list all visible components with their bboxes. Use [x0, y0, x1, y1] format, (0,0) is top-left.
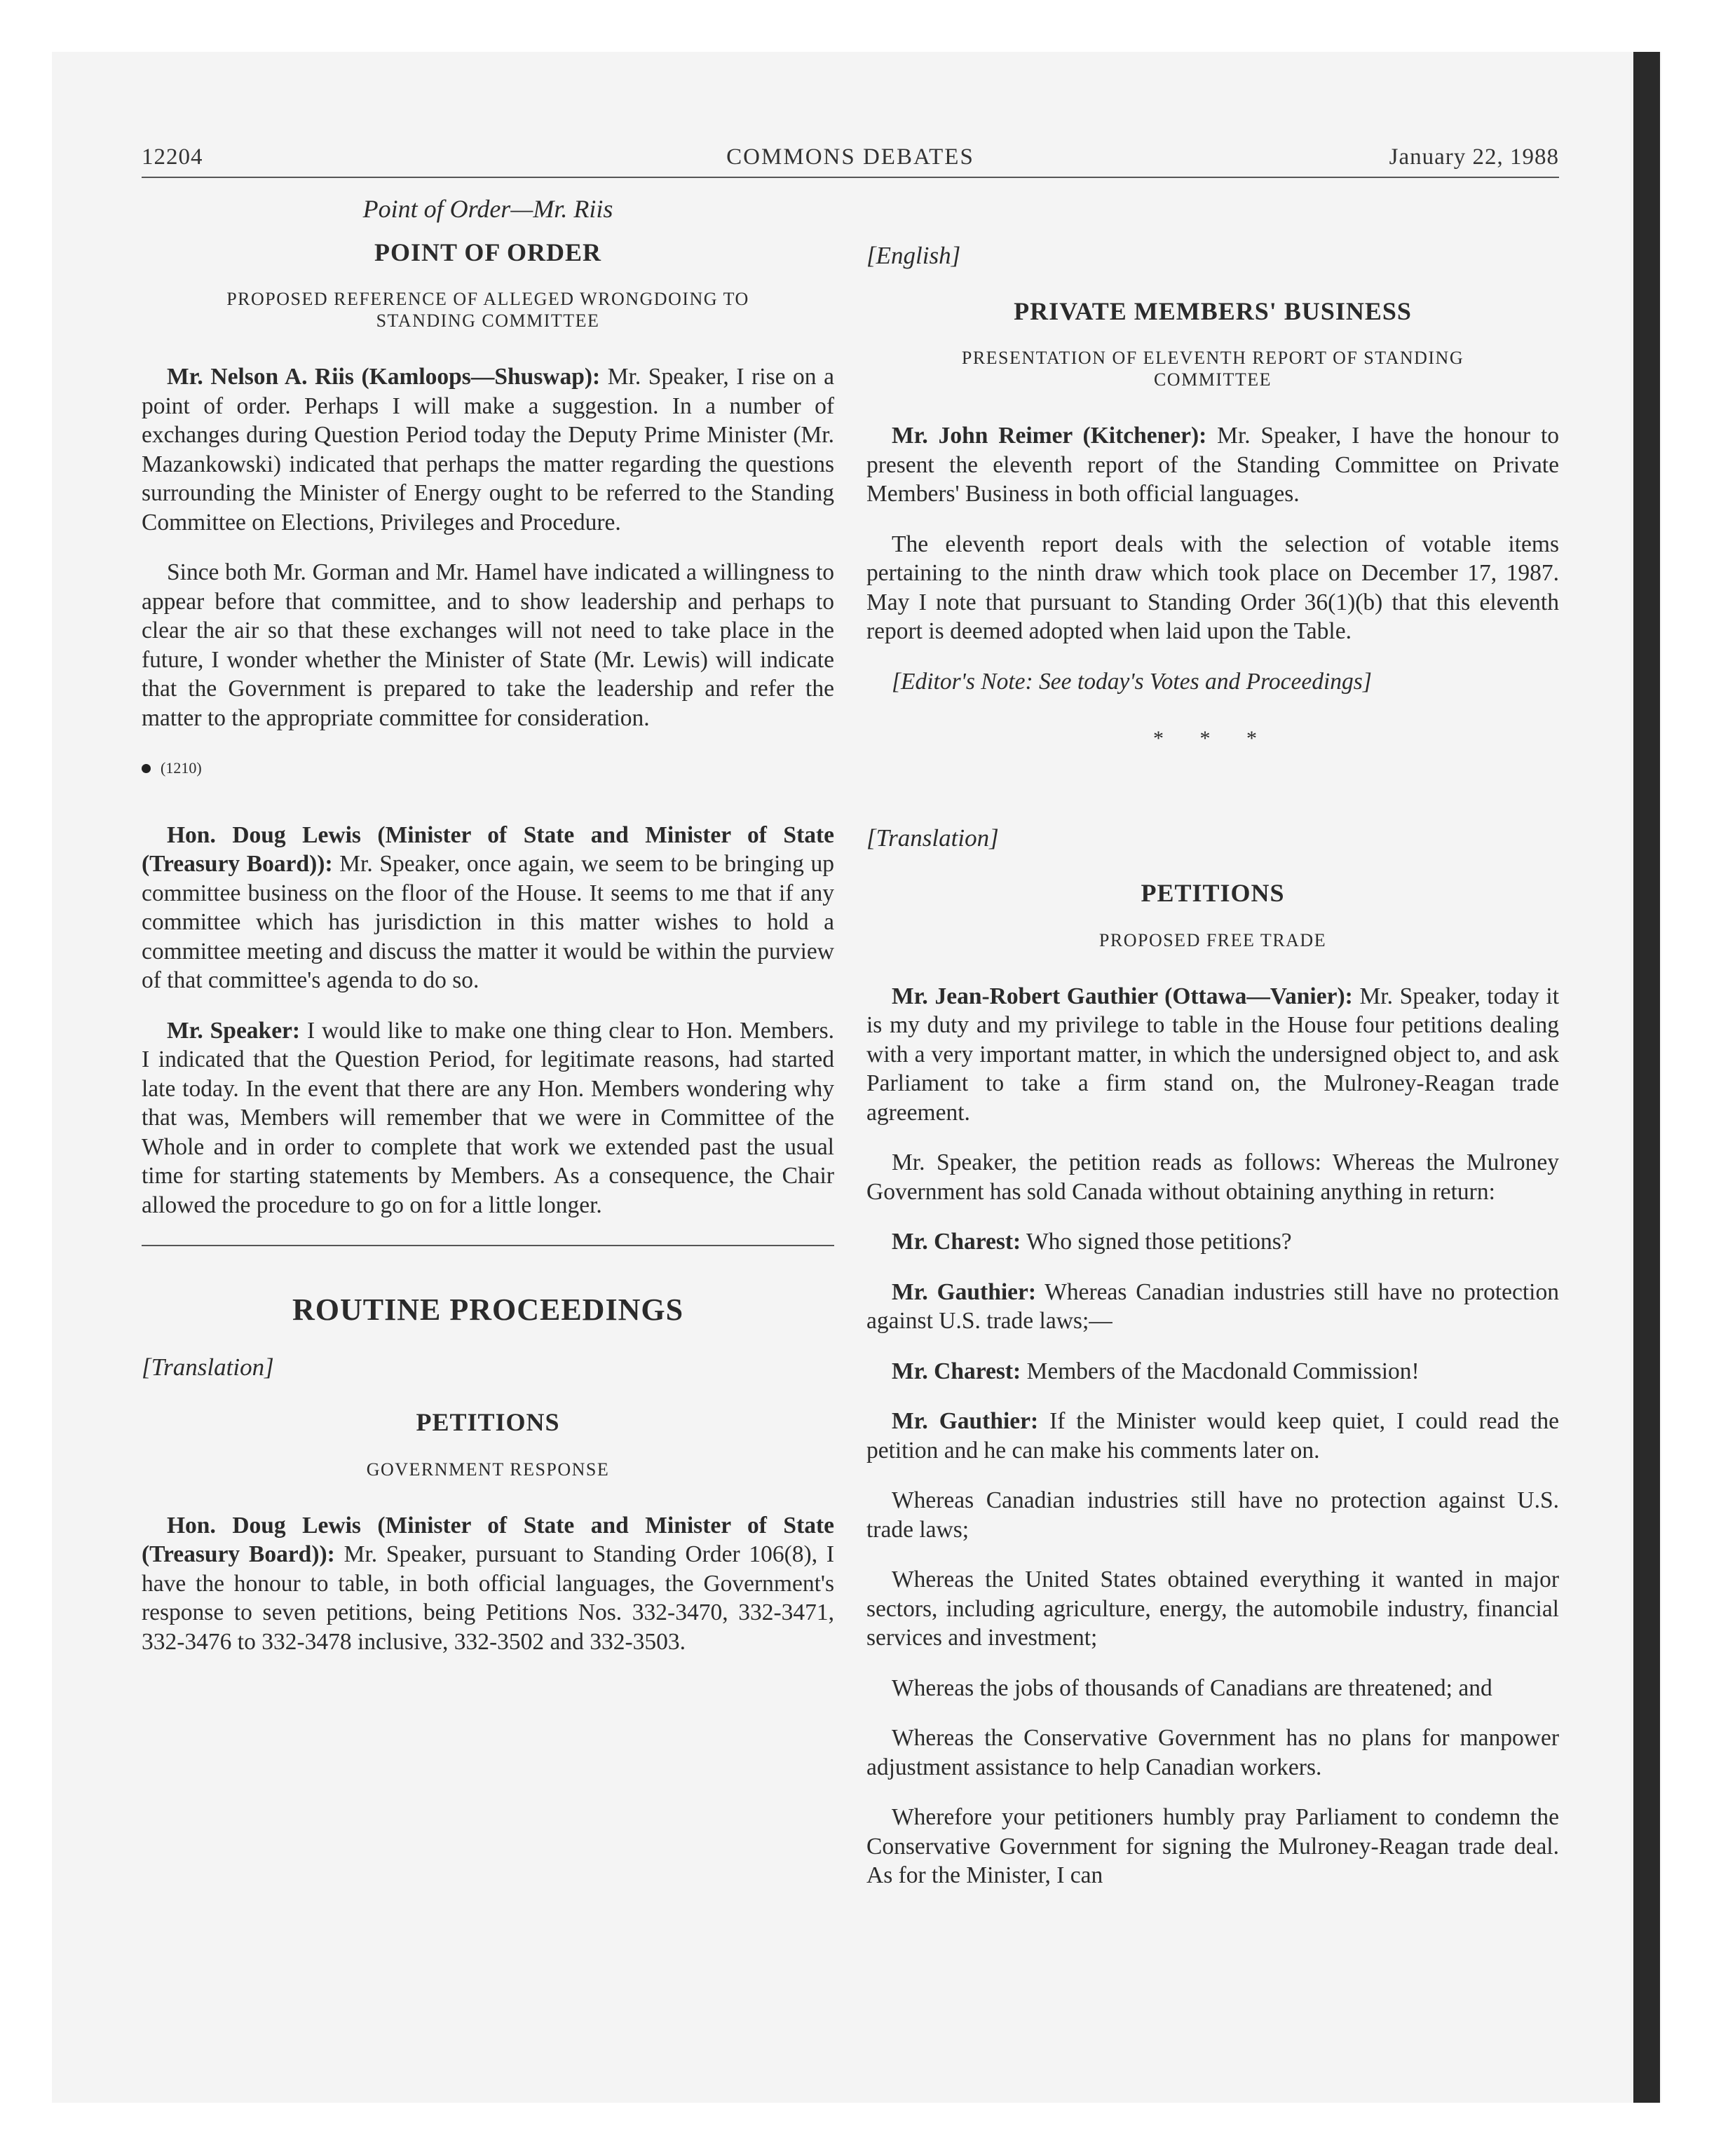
- speaker-name: Mr. Jean-Robert Gauthier (Ottawa—Vanier):: [892, 983, 1353, 1009]
- language-tag: [English]: [866, 242, 961, 269]
- scan-edge-bar: [1633, 52, 1660, 2103]
- section-heading-routine-proceedings: ROUTINE PROCEEDINGS: [292, 1292, 684, 1327]
- paragraph-gauthier-2: Mr. Speaker, the petition reads as follows: Whereas the Mulroney Government has sold Canada without obtaining anything in return:: [866, 1149, 1559, 1205]
- paragraph-reimer-2: The eleventh report deals with the selection of votable items pertaining to the ninth draw which took place on December 17, 1987. May I note that pursuant to Standing Order 36(1)(b) that this eleventh report is deemed adopted when laid upon the Table.: [866, 531, 1559, 644]
- section-heading-private-members-business: PRIVATE MEMBERS' BUSINESS: [1014, 296, 1412, 325]
- speaker-name: Mr. Nelson A. Riis (Kamloops—Shuswap):: [167, 364, 601, 390]
- speaker-name: Hon. Doug Lewis (Minister of State and Minister of State (Treasury Board)):: [142, 1512, 834, 1567]
- paragraph-charest: Mr. Charest: Who signed those petitions?: [892, 1229, 1292, 1255]
- paragraph-gauthier-3: Mr. Gauthier: Whereas Canadian industries still have no protection against U.S. trade laws;—: [866, 1278, 1559, 1334]
- paragraph-lewis-2: Hon. Doug Lewis (Minister of State and Minister of State (Treasury Board)): Mr. Speaker, pursuant to Standing Order 106(8), I have the honour to table, in both official languages, the Government's response to seven petitions, being Petitions Nos. 332-3470, 332-3471, 332-3476 to 332-3478 inclusive, 332-3502 and 332-3503.: [142, 1512, 835, 1655]
- publication-title: COMMONS DEBATES: [726, 144, 974, 170]
- section-heading-petitions: PETITIONS: [1141, 879, 1285, 907]
- section-heading-point-of-order: POINT OF ORDER: [374, 238, 602, 266]
- paragraph-whereas-4: Whereas the Conservative Government has no plans for manpower adjustment assistance to help Canadian workers.: [866, 1725, 1559, 1780]
- speaker-name: Mr. Speaker:: [167, 1017, 301, 1044]
- issue-date: January 22, 1988: [1389, 144, 1559, 170]
- left-column: [142, 189, 834, 1677]
- subheading-eleventh-report: PRESENTATION OF ELEVENTH REPORT OF STANDING COMMITTEE: [961, 348, 1464, 390]
- page-header: [142, 144, 1559, 178]
- header-rule: [142, 177, 1559, 178]
- paragraph-gauthier: Mr. Jean-Robert Gauthier (Ottawa—Vanier): Mr. Speaker, today it is my duty and my privilege to table in the House four petitions dealing with a very important matter, in which the undersigned object to, and ask Parliament to take a firm stand on, the Mulroney-Reagan trade agreement.: [866, 983, 1560, 1126]
- page-number: 12204: [142, 144, 203, 170]
- paragraph-speaker: Mr. Speaker: I would like to make one thing clear to Hon. Members. I indicated that the Question Period, for legitimate reasons, had started late today. In the event that there are any Hon. Members wondering why that was, Members will remember that we were in Committee of the Whole and in order to complete that work we extended past the usual time for starting statements by Members. As a consequence, the Chair allowed the procedure to go on for a little longer.: [142, 1017, 835, 1218]
- subheading-government-response: GOVERNMENT RESPONSE: [366, 1459, 610, 1480]
- speaker-name: Mr. Charest:: [892, 1358, 1021, 1384]
- speaker-name: Mr. Gauthier:: [892, 1278, 1037, 1305]
- running-head: Point of Order—Mr. Riis: [362, 195, 613, 223]
- time-marker: (1210): [142, 753, 834, 783]
- paragraph-whereas-3: Whereas the jobs of thousands of Canadians are threatened; and: [892, 1674, 1492, 1701]
- language-tag: [Translation]: [142, 1353, 274, 1381]
- subheading-wrongdoing: PROPOSED REFERENCE OF ALLEGED WRONGDOING TO STANDING COMMITTEE: [226, 289, 749, 331]
- paragraph-riis-2: Since both Mr. Gorman and Mr. Hamel have indicated a willingness to appear before that committee, and to show leadership and perhaps to clear the air so that these exchanges will not need to take place in the future, I wonder whether the Minister of State (Mr. Lewis) will indicate that the Government is prepared to take the leadership and refer the matter to the appropriate committee for consideration.: [142, 559, 834, 731]
- paragraph-riis: Mr. Nelson A. Riis (Kamloops—Shuswap): Mr. Speaker, I rise on a point of order. Perhaps I will make a suggestion. In a number of exchanges during Question Period today the Deputy Prime Minister (Mr. Mazankowski) indicated that perhaps the matter regarding the questions surrounding the Minister of Energy ought to be referred to the Standing Committee on Elections, Privileges and Procedure.: [142, 364, 834, 535]
- bullet-icon: [142, 764, 151, 773]
- subheading-free-trade: PROPOSED FREE TRADE: [1098, 929, 1327, 950]
- speaker-name: Mr. Charest:: [892, 1229, 1021, 1255]
- paragraph-lewis: Hon. Doug Lewis (Minister of State and Minister of State (Treasury Board)): Mr. Speaker, once again, we seem to be bringing up committee business on the floor of the House. It seems to me that if any committee which has jurisdiction in this matter wishes to hold a committee meeting and discuss the matter it would be within the purview of that committee's agenda to do so.: [142, 821, 834, 993]
- section-divider: [142, 1245, 834, 1246]
- paragraph-wherefore: Wherefore your petitioners humbly pray Parliament to condemn the Conservative Government for signing the Mulroney-Reagan trade deal. As for the Minister, I can: [866, 1804, 1559, 1888]
- speaker-name: Mr. Gauthier:: [892, 1408, 1039, 1434]
- paragraph-charest-2: Mr. Charest: Members of the Macdonald Commission!: [892, 1358, 1420, 1384]
- paragraph-gauthier-4: Mr. Gauthier: If the Minister would keep quiet, I could read the petition and he can make his comments later on.: [866, 1408, 1560, 1464]
- paragraph-whereas-2: Whereas the United States obtained everything it wanted in major sectors, including agriculture, energy, the automobile industry, financial services and investment;: [866, 1567, 1559, 1651]
- speaker-name: Mr. John Reimer (Kitchener):: [892, 423, 1207, 449]
- language-tag: [Translation]: [866, 824, 999, 852]
- paragraph-whereas-1: Whereas Canadian industries still have no protection against U.S. trade laws;: [866, 1487, 1559, 1543]
- right-column: [866, 189, 1559, 1911]
- section-heading-petitions: PETITIONS: [416, 1408, 560, 1436]
- speaker-name: Hon. Doug Lewis (Minister of State and Minister of State (Treasury Board)):: [142, 821, 834, 877]
- editors-note: [Editor's Note: See today's Votes and Proceedings]: [892, 668, 1372, 695]
- paragraph-reimer: Mr. John Reimer (Kitchener): Mr. Speaker, I have the honour to present the eleventh report of the Standing Committee on Private Members' Business in both official languages.: [866, 423, 1560, 507]
- section-separator-stars: * * *: [1153, 727, 1272, 750]
